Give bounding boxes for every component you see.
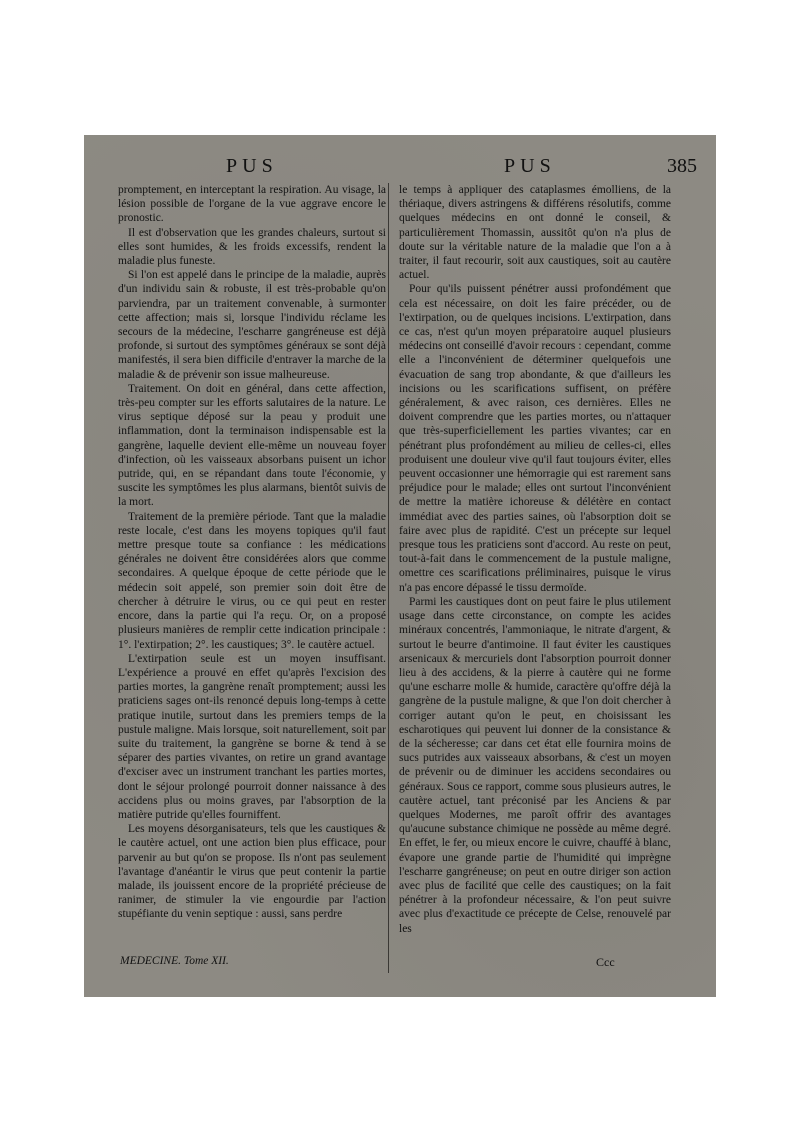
paragraph: le temps à appliquer des cataplasmes émolliens, de la thériaque, divers astringens & différens résolutifs, comme quelques médecins en ont donné le conseil, & particulièrement Thomassin, aussitôt qu'on n'a plus de doute sur la véritable nature de la maladie que l'on a à traiter, il faut recourir, soit aux caustiques, soit au cautère actuel. xyxy=(399,184,671,282)
signature-mark: Ccc xyxy=(596,955,615,969)
right-column xyxy=(399,183,671,936)
paragraph: Pour qu'ils puissent pénétrer aussi profondément que cela est nécessaire, on doit les faire précéder, ou de l'extirpation, ou de quelques incisions. L'extirpation, dans ce cas, n'est qu'un moyen préparatoire auquel plusieurs médecins ont conseillé d'avoir recours : cependant, comme elle a l'inconvénient de déterminer quelquefois une évacuation de sang trop abondante, & que d'ailleurs les incisions ou les scarifications suffisent, on préfère généralement, & avec raison, ces dernières. Elles ne doivent comprendre que les parties mortes, ou n'attaquer que très-superficiellement les parties vivantes; car en pénétrant plus profondément au milieu de celles-ci, elles produisent une douleur vive qu'il faut toujours éviter, elles peuvent occasionner une hémorragie qui est rarement sans préjudice pour le malade; elles ont surtout l'inconvénient de mettre la matière ichoreuse & délétère en contact immédiat avec des parties saines, où l'absorption doit se faire avec plus de rapidité. C'est un précepte sur lequel presque tous les praticiens sont d'accord. Au reste on peut, tout-à-fait dans le commencement de la pustule maligne, omettre ces scarifications préliminaires, puisque le virus n'a pas encore dépassé le tissu dermoïde. xyxy=(399,283,671,594)
footer-volume: MEDECINE. Tome XII. xyxy=(120,955,229,967)
page-header xyxy=(84,155,716,177)
paragraph: Les moyens désorganisateurs, tels que les caustiques & le cautère actuel, ont une action bien plus efficace, pour parvenir au but qu'on se propose. Ils n'ont pas seulement l'avantage d'anéantir le virus que peut contenir la partie malade, ils jouissent encore de la propriété précieuse de ranimer, de stimuler la vie engourdie par l'action stupéfiante du venin septique : aussi, sans perdre xyxy=(118,823,386,921)
left-column xyxy=(118,183,386,922)
column-divider xyxy=(388,183,389,973)
running-head-right: PUS xyxy=(504,155,556,177)
paragraph: promptement, en interceptant la respiration. Au visage, la lésion possible de l'organe de la vue aggrave encore le pronostic. xyxy=(118,184,386,225)
paragraph: Parmi les caustiques dont on peut faire le plus utilement usage dans cette circonstance, on compte les acides minéraux concentrés, l'ammoniaque, le nitrate d'argent, & surtout le beurre d'antimoine. Il faut éviter les caustiques arsenicaux & mercuriels dont l'absorption pourroit donner lieu à des accidens, & la pierre à cautère qui ne forme qu'une escharre molle & humide, caractère qu'offre déjà la gangrène de la pustule maligne, & que l'on doit chercher à corriger autant qu'on le peut, en choisissant les escharotiques qui peuvent lui donner de la consistance & de la sécheresse; car dans cet état elle fournira moins de sucs putrides aux vaisseaux absorbans, & c'est un moyen de prévenir ou de diminuer les accidens secondaires ou généraux. Sous ce rapport, comme sous plusieurs autres, le cautère actuel, tant préconisé par les Anciens & par quelques Modernes, me paroît offrir des avantages qu'aucune substance chimique ne possède au même degré. En effet, le fer, ou mieux encore le cuivre, chauffé à blanc, évapore une grande partie de l'humidité qui imprègne l'escharre gangréneuse; on peut en outre diriger son action avec plus de facilité que celle des caustiques; on la fait pénétrer à la profondeur nécessaire, & l'on peut suivre avec plus d'exactitude ce précepte de Celse, renouvelé par les xyxy=(399,595,671,935)
paragraph: Il est d'observation que les grandes chaleurs, surtout si elles sont humides, & les froids excessifs, rendent la maladie plus funeste. xyxy=(118,226,386,268)
paragraph: L'extirpation seule est un moyen insuffisant. L'expérience a prouvé en effet qu'après l'excision des parties mortes, la gangrène renaît promptement; aussi les praticiens sages ont-ils renoncé depuis long-temps à cette pratique inutile, surtout dans les premiers temps de la pustule maligne. Mais lorsque, soit naturellement, soit par suite du traitement, la gangrène se borne & tend à se séparer des parties vivantes, on retire un grand avantage d'exciser avec un instrument tranchant les parties mortes, dont le séjour prolongé pourroit donner naissance à des accidens plus ou moins graves, par l'absorption de la matière putride qu'elles fourniffent. xyxy=(118,652,386,821)
paragraph: Si l'on est appelé dans le principe de la maladie, auprès d'un individu sain & robuste, il est très-probable qu'on parviendra, par un traitement convenable, à surmonter cette affection; mais si, lorsque l'individu réclame les secours de la médecine, l'escharre gangréneuse est déjà profonde, si surtout des symptômes généraux se sont déjà manifestés, il sera bien difficile d'entraver la marche de la maladie & de prévenir son issue malheureuse. xyxy=(118,269,386,381)
running-head-left: PUS xyxy=(226,155,278,177)
page-number: 385 xyxy=(667,155,697,177)
paragraph: Traitement de la première période. Tant que la maladie reste locale, c'est dans les moyens topiques qu'il faut mettre presque toute sa confiance : les médications générales ne doivent être considérées alors que comme secondaires. A quelque époque de cette période que le médecin soit appelé, son premier soin doit être de chercher à détruire le virus, ou ce qui peut en rester encore, dans la partie qui l'a reçu. Or, on a proposé plusieurs manières de remplir cette indication principale : 1°. l'extirpation; 2°. les caustiques; 3°. le cautère actuel. xyxy=(118,510,386,651)
paragraph: Traitement. On doit en général, dans cette affection, très-peu compter sur les efforts salutaires de la nature. Le virus septique déposé sur la peau y produit une inflammation, dont la terminaison indispensable est la gangrène, laquelle devient elle-même un nouveau foyer d'infection, où les vaisseaux absorbans puisent un ichor putride, qui, en se répandant dans toute l'économie, y suscite les symptômes les plus alarmans, bientôt suivis de la mort. xyxy=(118,382,386,509)
scanned-page xyxy=(84,135,716,997)
